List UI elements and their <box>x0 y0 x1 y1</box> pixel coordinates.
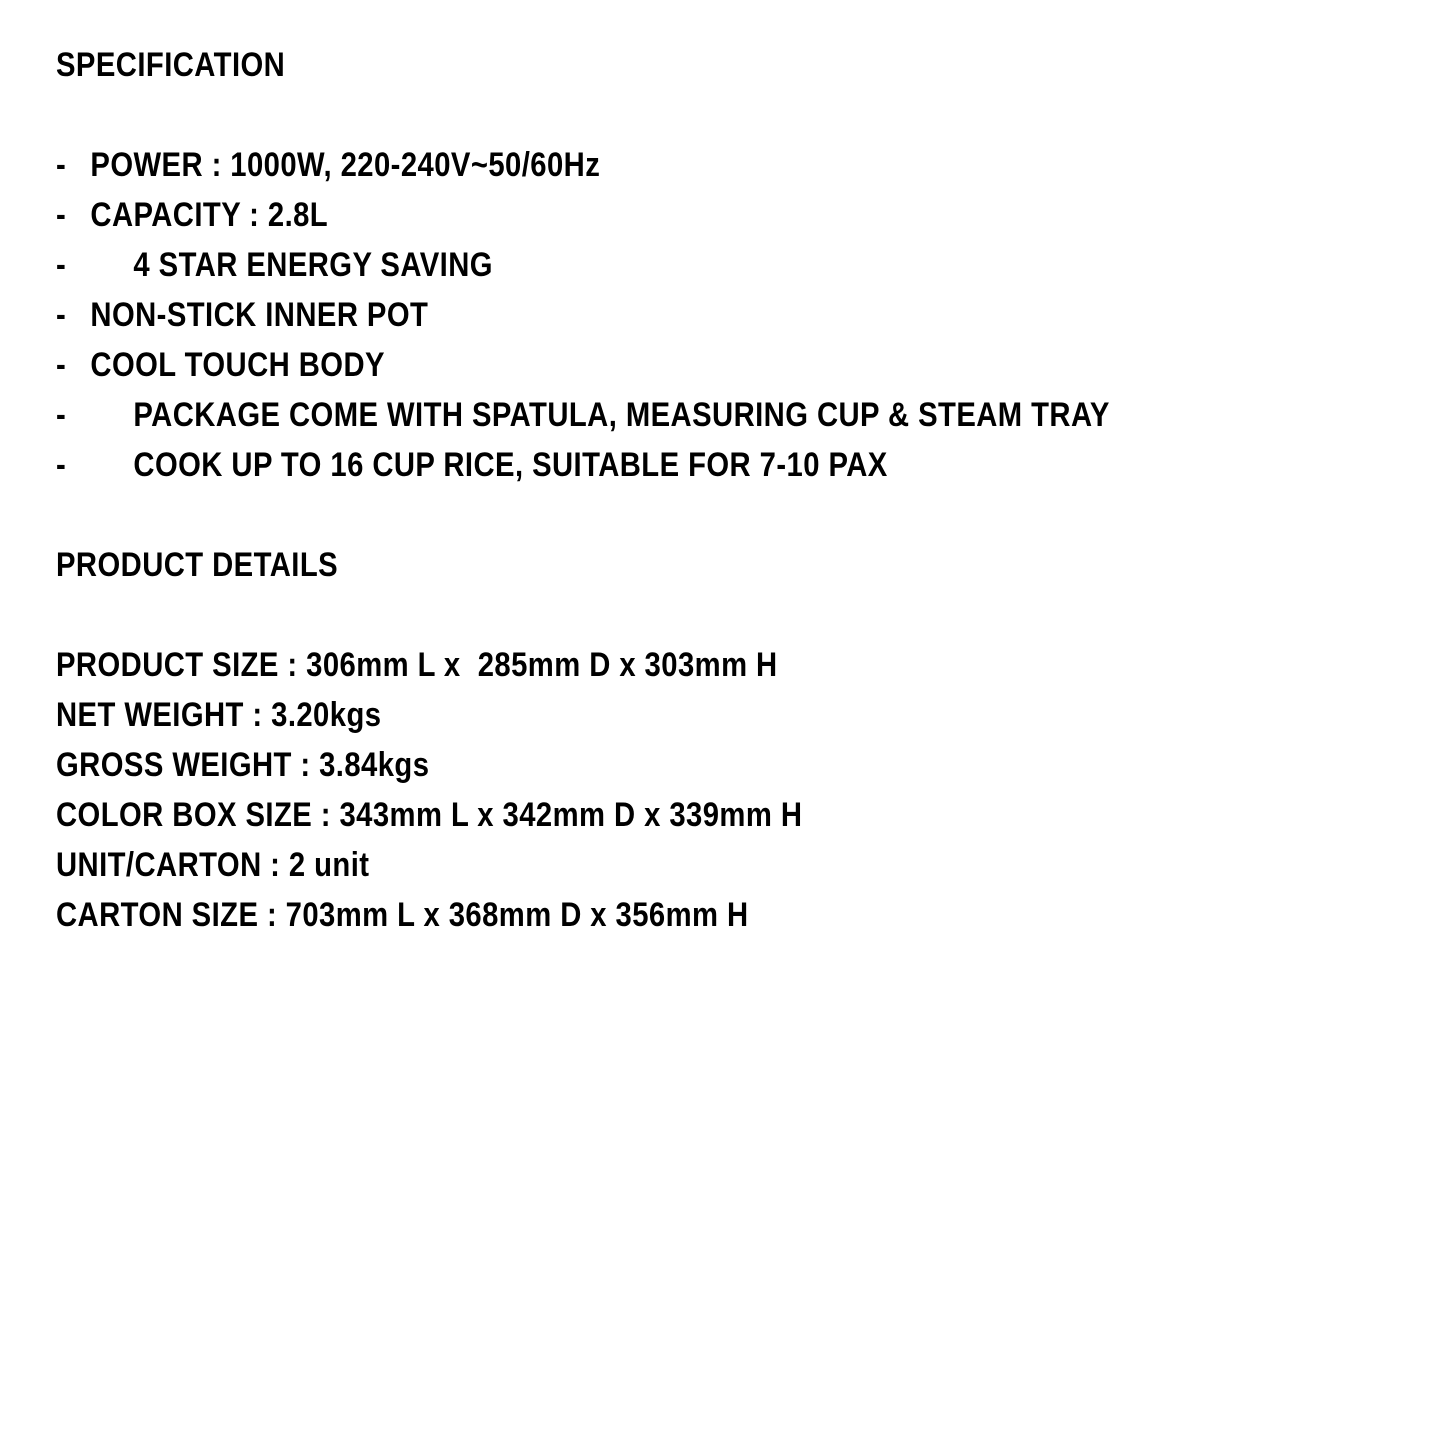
bullet-dash: - <box>56 346 67 384</box>
spec-item-package <box>56 390 1208 440</box>
spec-item-text: 4 STAR ENERGY SAVING <box>133 246 493 284</box>
bullet-dash: - <box>56 396 67 434</box>
detail-carton-size: CARTON SIZE : 703mm L x 368mm D x 356mm H <box>56 896 749 934</box>
bullet-dash: - <box>56 196 67 234</box>
detail-net-weight: NET WEIGHT : 3.20kgs <box>56 696 382 734</box>
spec-item-text: COOL TOUCH BODY <box>90 346 385 384</box>
spec-item-energy <box>56 240 1208 290</box>
spec-item-power <box>56 140 1208 190</box>
spec-item-capacity <box>56 190 1208 240</box>
spacer <box>56 490 1396 540</box>
detail-product-size: PRODUCT SIZE : 306mm L x 285mm D x 303mm H <box>56 646 778 684</box>
spec-item-text: PACKAGE COME WITH SPATULA, MEASURING CUP & STEAM TRAY <box>133 396 1110 434</box>
spacer <box>56 90 1396 140</box>
spec-item-text: NON-STICK INNER POT <box>90 296 429 334</box>
spacer <box>56 590 1396 640</box>
product-details-heading: PRODUCT DETAILS <box>56 546 339 584</box>
spec-item-text: CAPACITY : 2.8L <box>90 196 329 234</box>
spec-item-cool-touch <box>56 340 1208 390</box>
bullet-dash: - <box>56 446 67 484</box>
spec-item-text: POWER : 1000W, 220-240V~50/60Hz <box>90 146 601 184</box>
spec-item-cook-capacity <box>56 440 1208 490</box>
bullet-dash: - <box>56 246 67 284</box>
specification-heading: SPECIFICATION <box>56 46 286 84</box>
bullet-dash: - <box>56 146 67 184</box>
spec-item-inner-pot <box>56 290 1208 340</box>
detail-color-box-size: COLOR BOX SIZE : 343mm L x 342mm D x 339mm H <box>56 796 803 834</box>
detail-gross-weight: GROSS WEIGHT : 3.84kgs <box>56 746 430 784</box>
detail-unit-carton: UNIT/CARTON : 2 unit <box>56 846 370 884</box>
spec-document <box>56 40 1396 940</box>
spec-item-text: COOK UP TO 16 CUP RICE, SUITABLE FOR 7-10 PAX <box>133 446 888 484</box>
bullet-dash: - <box>56 296 67 334</box>
